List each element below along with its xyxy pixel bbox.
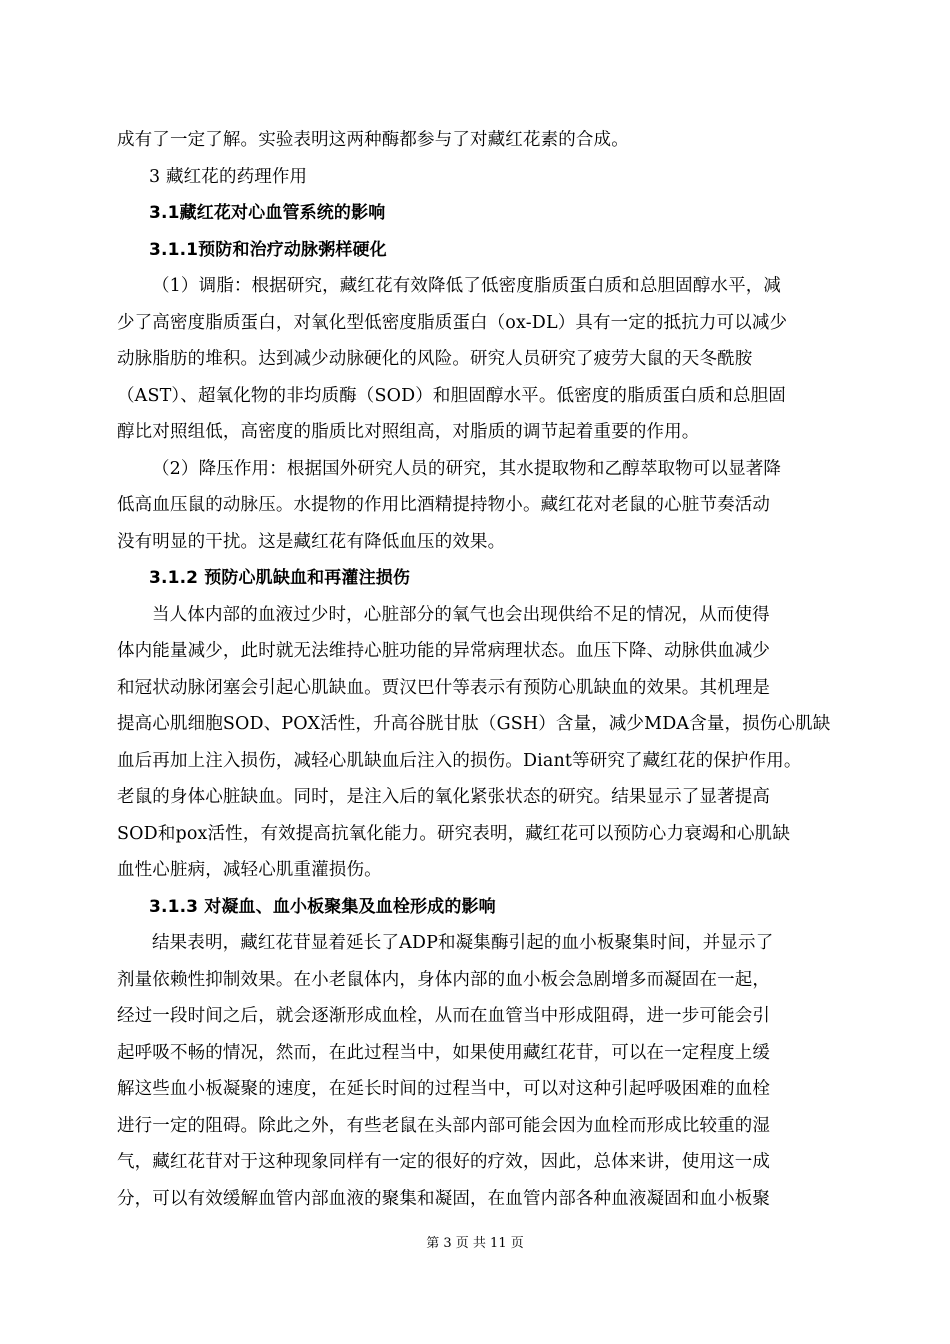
body-line: 醇比对照组低，高密度的脂质比对照组高，对脂质的调节起着重要的作用。 — [117, 422, 700, 442]
body-line: 分，可以有效缓解血管内部血液的聚集和凝固，在血管内部各种血液凝固和血小板聚 — [117, 1188, 771, 1209]
body-line: 体内能量减少，此时就无法维持心脏功能的异常病理状态。血压下降、动脉供血减少 — [117, 641, 771, 661]
body-line: 没有明显的干扰。这是藏红花有降低血压的效果。 — [117, 531, 506, 552]
body-line: 气，藏红花苷对于这种现象同样有一定的很好的疗效，因此，总体来讲，使用这一成 — [117, 1152, 771, 1172]
body-line: 提高心肌细胞SOD、POX活性，升高谷胱甘肽（GSH）含量，减少MDA含量，损伤心肌缺 — [117, 714, 831, 734]
body-line: 动脉脂肪的堆积。达到减少动脉硬化的风险。研究人员研究了疲劳大鼠的天冬酰胺 — [117, 349, 753, 369]
body-line: 低高血压鼠的动脉压。水提物的作用比酒精提持物小。藏红花对老鼠的心脏节奏活动 — [117, 495, 771, 515]
subsection-heading: 3.1藏红花对心血管系统的影响 — [149, 203, 386, 223]
page-footer: 第 3 页 共 11 页 — [426, 1236, 524, 1251]
body-line: 当人体内部的血液过少时，心脏部分的氧气也会出现供给不足的情况，从而使得 — [152, 604, 770, 625]
section-title: 3 藏红花的药理作用 — [149, 166, 308, 187]
body-line: 少了高密度脂质蛋白，对氧化型低密度脂质蛋白（ox-DL）具有一定的抵抗力可以减少 — [117, 312, 788, 333]
body-line: （AST）、超氧化物的非均质酶（SOD）和胆固醇水平。低密度的脂质蛋白质和总胆固 — [117, 385, 786, 406]
body-line: 经过一段时间之后，就会逐渐形成血栓，从而在血管当中形成阻碍，进一步可能会引 — [117, 1006, 771, 1026]
subsubsection-heading: 3.1.1预防和治疗动脉粥样硬化 — [149, 239, 387, 260]
body-line: （2）降压作用：根据国外研究人员的研究，其水提取物和乙醇萃取物可以显著降 — [152, 458, 782, 479]
body-line: 结果表明，藏红花苷显着延长了ADP和凝集酶引起的血小板聚集时间，并显示了 — [152, 933, 774, 953]
body-line: 起呼吸不畅的情况，然而，在此过程当中，如果使用藏红花苷，可以在一定程度上缓 — [117, 1042, 771, 1063]
body-line: 剂量依赖性抑制效果。在小老鼠体内，身体内部的血小板会急剧增多而凝固在一起， — [117, 969, 771, 990]
body-line: SOD和pox活性，有效提高抗氧化能力。研究表明，藏红花可以预防心力衰竭和心肌缺 — [117, 823, 790, 844]
subsubsection-heading: 3.1.3 对凝血、血小板聚集及血栓形成的影响 — [149, 896, 496, 917]
body-line: 血性心脏病，减轻心肌重灌损伤。 — [117, 860, 382, 880]
body-line: 成有了一定了解。实验表明这两种酶都参与了对藏红花素的合成。 — [117, 130, 629, 150]
page-content — [117, 122, 837, 1217]
body-line: 进行一定的阻碍。除此之外，有些老鼠在头部内部可能会因为血栓而形成比较重的湿 — [117, 1115, 771, 1136]
subsubsection-heading: 3.1.2 预防心肌缺血和再灌注损伤 — [149, 568, 411, 588]
body-line: （1）调脂：根据研究，藏红花有效降低了低密度脂质蛋白质和总胆固醇水平，减 — [152, 276, 782, 296]
body-line: 血后再加上注入损伤，减轻心肌缺血后注入的损伤。Diant等研究了藏红花的保护作用。 — [117, 750, 802, 771]
body-line: 老鼠的身体心脏缺血。同时，是注入后的氧化紧张状态的研究。结果显示了显著提高 — [117, 787, 771, 807]
body-line: 解这些血小板凝聚的速度，在延长时间的过程当中，可以对这种引起呼吸困难的血栓 — [117, 1079, 771, 1099]
body-line: 和冠状动脉闭塞会引起心肌缺血。贾汉巴什等表示有预防心肌缺血的效果。其机理是 — [117, 677, 771, 698]
